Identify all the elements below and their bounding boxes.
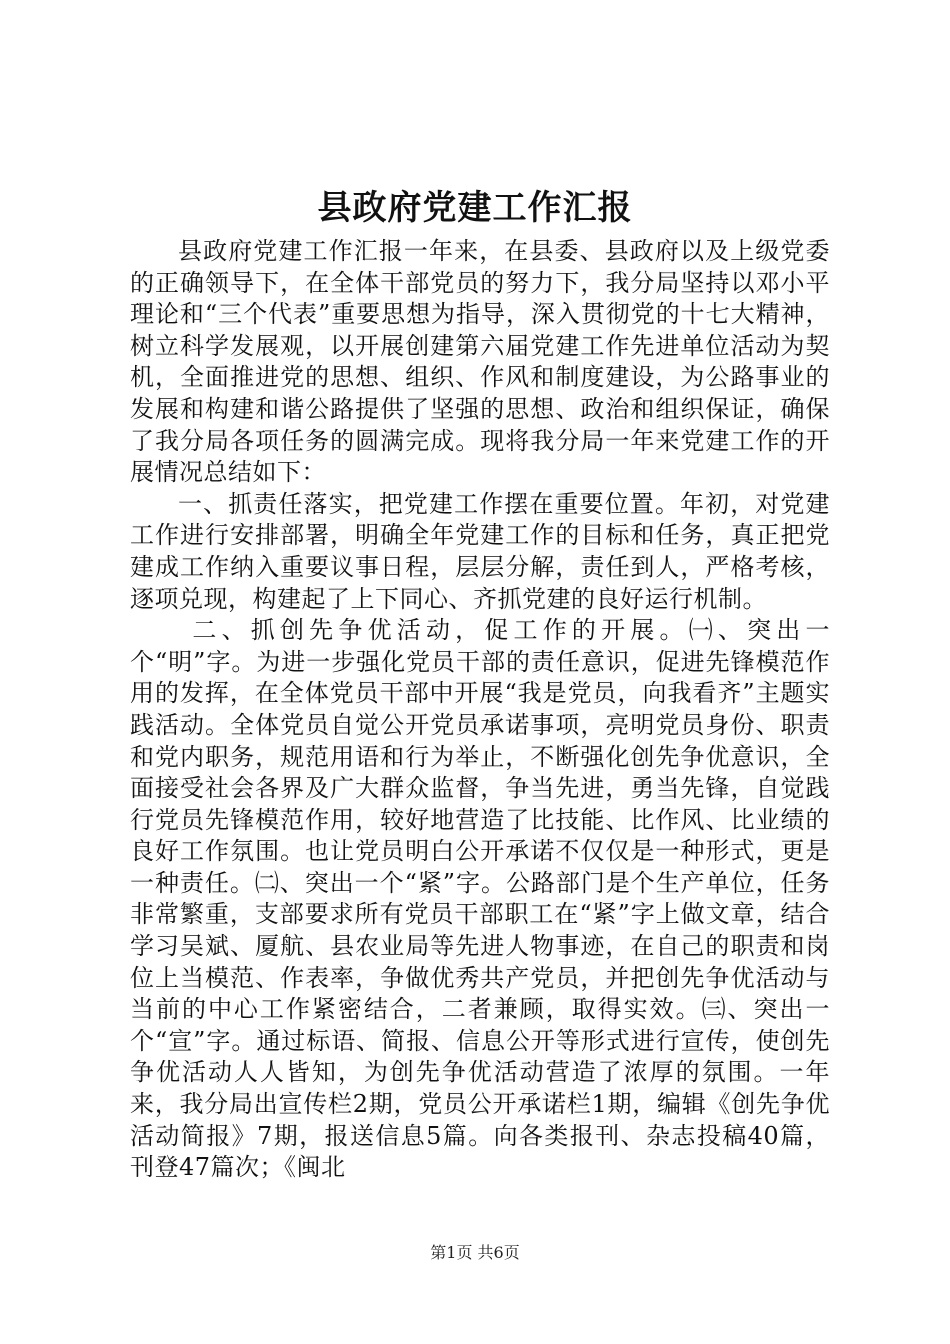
paragraph-section-two: 二、抓创先争优活动，促工作的开展。㈠、突出一个“明”字。为进一步强化党员干部的责任意识，促进先锋模范作用的发挥，在全体党员干部中开展“我是党员，向我看齐”主题实践活动。全体党员自觉公开党员承诺事项，亮明党员身份、职责和党内职务，规范用语和行为举止，不断强化创先争优意识，全面接受社会各界及广大群众监督，争当先进，勇当先锋，自觉践行党员先锋模范作用，较好地营造了比技能、比作风、比业绩的良好工作氛围。也让党员明白公开承诺不仅仅是一种形式，更是一种责任。㈡、突出一个“紧”字。公路部门是个生产单位，任务非常繁重，支部要求所有党员干部职工在“紧”字上做文章，结合学习吴斌、厦航、县农业局等先进人物事迹，在自己的职责和岗位上当模范、作表率，争做优秀共产党员，并把创先争优活动与当前的中心工作紧密结合，二者兼顾，取得实效。㈢、突出一个“宣”字。通过标语、简报、信息公开等形式进行宣传，使创先争优活动人人皆知，为创先争优活动营造了浓厚的氛围。一年来，我分局出宣传栏2期，党员公开承诺栏1期，编辑《创先争优活动简报》7期，报送信息5篇。向各类报刊、杂志投稿40篇，刊登47篇次；《闽北 (130, 616, 830, 1182)
paragraph-section-one: 一、抓责任落实，把党建工作摆在重要位置。年初，对党建工作进行安排部署，明确全年党建工作的目标和任务，真正把党建成工作纳入重要议事日程，层层分解，责任到人，严格考核，逐项兑现，构建起了上下同心、齐抓党建的良好运行机制。 (130, 489, 830, 613)
page-number-footer: 第1页 共6页 (430, 1243, 520, 1262)
document-body (130, 236, 830, 1184)
document-title: 县政府党建工作汇报 (317, 188, 633, 228)
paragraph-intro: 县政府党建工作汇报一年来，在县委、县政府以及上级党委的正确领导下，在全体干部党员的努力下，我分局坚持以邓小平理论和“三个代表”重要思想为指导，深入贯彻党的十七大精神，树立科学发展观，以开展创建第六届党建工作先进单位活动为契机，全面推进党的思想、组织、作风和制度建设，为公路事业的发展和构建和谐公路提供了坚强的思想、政治和组织保证，确保了我分局各项任务的圆满完成。现将我分局一年来党建工作的开展情况总结如下： (130, 237, 830, 487)
